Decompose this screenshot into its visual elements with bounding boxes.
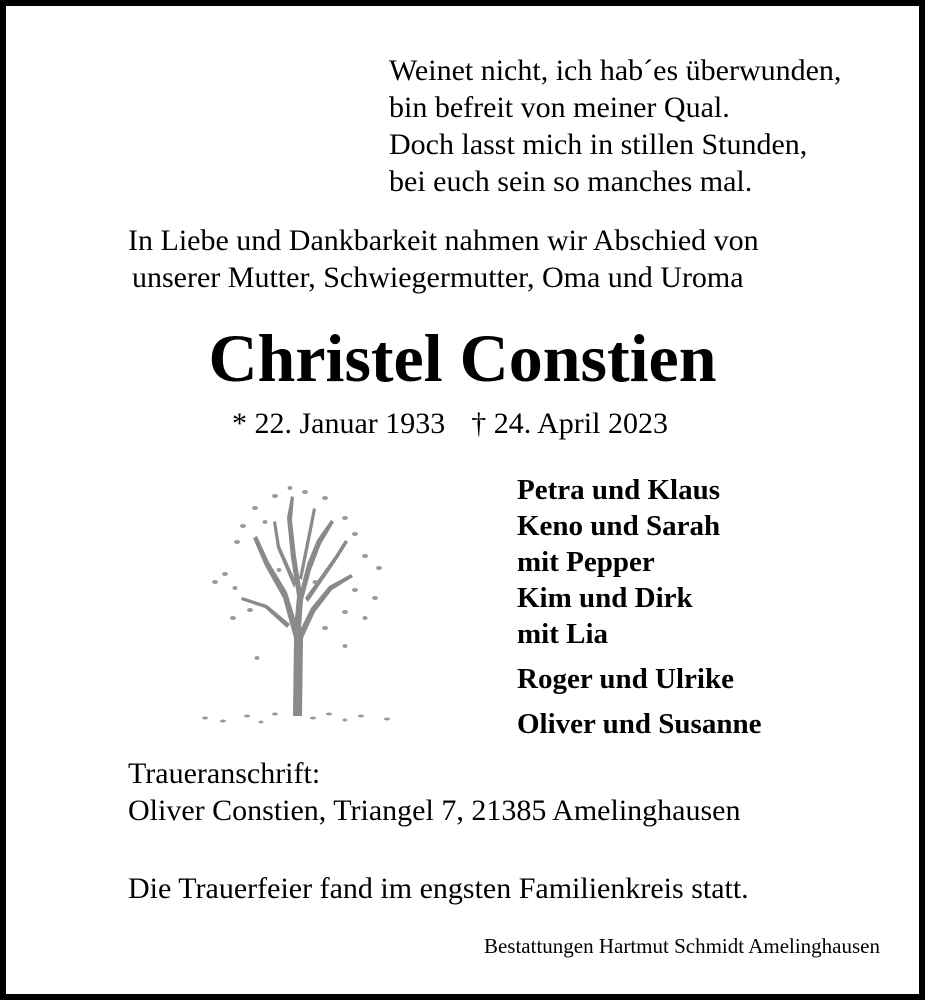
deceased-name: Christel Constien bbox=[208, 320, 717, 396]
poem bbox=[389, 52, 841, 200]
poem-line: Doch lasst mich in stillen Stunden, bbox=[389, 128, 808, 161]
mourner: Oliver und Susanne bbox=[517, 708, 762, 740]
mourning-address bbox=[128, 755, 740, 829]
mourner: mit Lia bbox=[517, 618, 609, 650]
poem-line: bin befreit von meiner Qual. bbox=[389, 91, 730, 124]
death-date: † 24. April 2023 bbox=[471, 407, 668, 440]
mourner: Keno und Sarah bbox=[517, 510, 721, 542]
mourner: Roger und Ulrike bbox=[517, 663, 734, 695]
poem-line: Weinet nicht, ich hab´es überwunden, bbox=[389, 54, 842, 87]
tree-illustration-icon bbox=[195, 478, 410, 728]
address-label: Traueranschrift: bbox=[128, 757, 321, 790]
birth-date: * 22. Januar 1933 bbox=[232, 407, 446, 440]
address-text: Oliver Constien, Triangel 7, 21385 Amelinghausen bbox=[128, 794, 741, 827]
ceremony-note: Die Trauerfeier fand im engsten Familienkreis statt. bbox=[128, 872, 749, 905]
mourner: Kim und Dirk bbox=[517, 582, 693, 614]
intro-line-1: In Liebe und Dankbarkeit nahmen wir Abschied von bbox=[128, 224, 759, 257]
mourner: Petra und Klaus bbox=[517, 474, 721, 506]
intro-line-2: unserer Mutter, Schwiegermutter, Oma und Uroma bbox=[132, 261, 744, 294]
poem-line: bei euch sein so manches mal. bbox=[389, 165, 753, 198]
undertaker-credit: Bestattungen Hartmut Schmidt Amelinghausen bbox=[483, 934, 880, 958]
mourner: mit Pepper bbox=[517, 546, 655, 578]
life-dates bbox=[232, 404, 668, 444]
intro-text bbox=[128, 222, 759, 296]
mourners-list bbox=[517, 472, 761, 742]
